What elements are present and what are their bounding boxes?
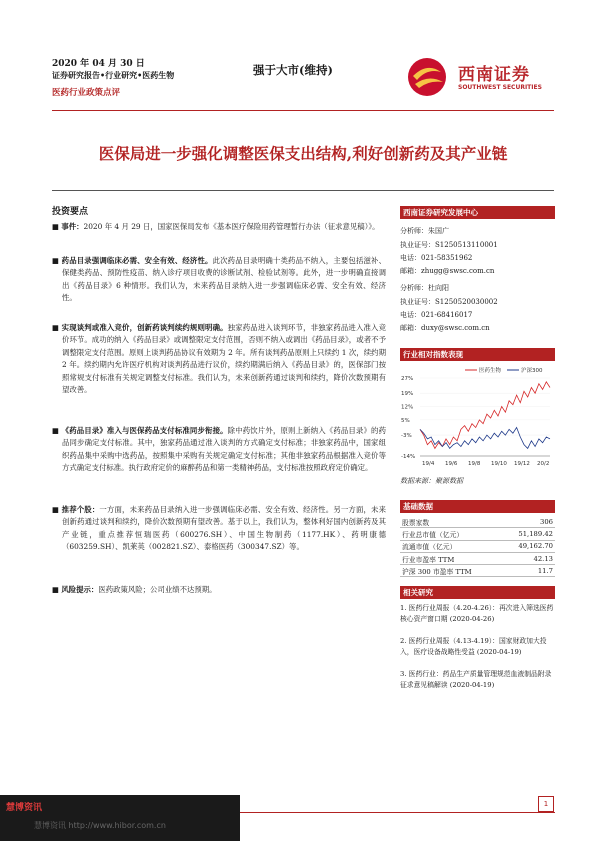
para-recommend: ■ 推荐个股：一方面，未来药品目录纳入进一步强调临床必需、安全有效、经济性。另一方面，未来创新药通过谈判和续约，降价次数预期有望改善。基于以上，我们认为，整体利好国内创新药及其产业链，重点推荐恒瑞医药（600276.SH）、中国生物制药（1177.HK）、药明康德（603259.SH）、凯莱英（002821.SZ）、泰格医药（300347.SZ）等。 <box>52 505 386 552</box>
basic-data-heading: 基础数据 <box>400 500 555 513</box>
para-bold: 推荐个股： <box>61 505 100 514</box>
analyst-email[interactable]: 邮箱：zhugg@swsc.com.cn <box>400 267 495 275</box>
related-heading: 相关研究 <box>400 586 555 599</box>
x-tick-label: 19/4 <box>422 461 435 467</box>
title-divider <box>52 190 554 191</box>
legend-label: 医药生物 <box>479 368 502 374</box>
related-item[interactable]: 1. 医药行业周报（4.20-4.26）：再次进入筛选医药核心资产窗口期 (2020-04-26) <box>400 604 554 623</box>
y-tick-label: 5% <box>401 417 410 424</box>
chart-source: 数据来源：聚源数据 <box>400 477 463 485</box>
x-tick-label: 19/8 <box>468 461 481 467</box>
para-bold: 药品目录强调临床必需、安全有效、经济性。 <box>61 256 213 265</box>
table-row <box>400 552 555 564</box>
x-tick-label: 20/2 <box>537 461 550 467</box>
table-row <box>400 516 555 528</box>
analyst-line: 电话：021-68416017 <box>400 311 473 319</box>
table-value: 306 <box>502 516 555 528</box>
analyst-line: 分析师：朱国广 <box>400 227 449 235</box>
series-line-1 <box>420 428 550 449</box>
para-text: 独家药品进入谈判环节，非独家药品进入准入竞价环节。成功的纳入《药品目录》或调整限定支付范围，否则不纳入或调出《药品目录》，或者不予调整限定支付范围。原则上谈判药品协议有效期为 2 年。所有谈判药品原则上只续约 1 次，续约期 2 年。续约期内允许医疗机构对谈判药品进行议价，续约期满后纳入《药品目录》的，医保部门按照常规支付标准有关规定调整支付标准。我们认为，未来创新药通过谈判和续约，降价次数预期有望改善。 <box>62 323 386 395</box>
table-key: 行业总市值（亿元） <box>400 528 502 540</box>
table-value: 11.7 <box>502 565 555 577</box>
table-value: 51,189.42 <box>502 528 555 540</box>
table-row <box>400 565 555 577</box>
para-text: 医药政策风险；公司业绩不达预期。 <box>98 585 217 594</box>
para-bold: 事件： <box>61 222 84 231</box>
relative-index-chart <box>400 364 555 469</box>
x-tick-label: 19/12 <box>514 461 530 467</box>
analyst-email[interactable]: 邮箱：duxy@swsc.com.cn <box>400 324 490 332</box>
report-subtype: 医药行业政策点评 <box>52 88 121 98</box>
table-row <box>400 540 555 552</box>
para-bold: 风险提示： <box>61 585 99 594</box>
related-item[interactable]: 2. 医药行业周报（4.13-4.19）：国家财政加大投入，医疗设备战略性受益 (2020-04-19) <box>400 637 547 656</box>
report-title: 医保局进一步强化调整医保支出结构,利好创新药及其产业链 <box>98 144 508 163</box>
logo-text-en: SOUTHWEST SECURITIES <box>458 84 542 91</box>
para-text: 此次药品目录明确十类药品不纳入，主要包括滋补、保健类药品、预防性疫苗、纳入诊疗项目收费的诊断试剂、检验试剂等。此外，进一步明确直接调出《药品目录》6 种情形。我们认为，未来药品目录纳入进一步强调临床必需、安全有效、经济性。 <box>62 256 386 303</box>
analyst-line: 执业证号：S1250513110001 <box>400 241 498 249</box>
table-value: 42.13 <box>502 552 555 564</box>
para-catalog: ■ 药品目录强调临床必需、安全有效、经济性。此次药品目录明确十类药品不纳入，主要包括滋补、保健类药品、预防性疫苗、纳入诊疗项目收费的诊断试剂、检验试剂等。此外，进一步明确直接调出《药品目录》6 种情形。我们认为，未来药品目录纳入进一步强调临床必需、安全有效、经济性。 <box>52 256 386 303</box>
x-tick-label: 19/6 <box>445 461 458 467</box>
analyst-line: 电话：021-58351962 <box>400 254 473 262</box>
para-risk: ■ 风险提示：医药政策风险；公司业绩不达预期。 <box>52 585 217 594</box>
para-text: 2020 年 4 月 29 日，国家医保局发布《基本医疗保险用药管理暂行办法（征求意见稿）》。 <box>83 222 380 231</box>
table-key: 沪深 300 市盈率 TTM <box>400 565 502 577</box>
legend-label: 沪深300 <box>521 368 543 374</box>
report-date: 2020 年 04 月 30 日 <box>52 59 145 69</box>
header-divider <box>52 110 554 111</box>
y-tick-label: -3% <box>401 433 412 440</box>
para-bold: 《药品目录》准入与医保药品支付标准同步衔接。 <box>61 426 228 435</box>
para-negotiation: ■ 实现谈判或准入竞价，创新药谈判续约规则明确。独家药品进入谈判环节，非独家药品进入准入竞价环节。成功的纳入《药品目录》或调整限定支付范围，否则不纳入或调出《药品目录》，或者不予调整限定支付范围。原则上谈判药品协议有效期为 2 年。所有谈判药品原则上只续约 1 次，续约期 2 年。续约期内允许医疗机构对谈判药品进行议价，续约期满后纳入《药品目录》的，医保部门按照常规支付标准有关规定调整支付标准。我们认为，未来创新药通过谈判和续约，降价次数预期有望改善。 <box>52 323 386 395</box>
table-key: 流通市值（亿元） <box>400 540 502 552</box>
footer-rule <box>240 812 555 813</box>
related-item[interactable]: 3. 医药行业：药品生产质量管理规范血液制品附录征求意见稿解读 (2020-04-19) <box>400 670 552 689</box>
industry-rating: 强于大市(维持) <box>253 63 333 77</box>
para-text: 除中药饮片外，原则上新纳入《药品目录》的药品同步确定支付标准。其中，独家药品通过准入谈判的方式确定支付标准；非独家药品中，国家组织药品集中采购中选药品，按照集中采购有关规定确定支付标准；其他非独家药品根据准入竞价等方式确定支付标准。执行政府定价的麻醉药品和第一类精神药品，支付标准按照政府定价确定。 <box>62 426 386 473</box>
analyst-line: 执业证号：S1250520030002 <box>400 298 498 306</box>
basic-data-table <box>400 516 555 577</box>
report-category: 证券研究报告•行业研究•医药生物 <box>52 70 175 80</box>
investment-heading: 投资要点 <box>52 207 89 217</box>
para-text: 一方面，未来药品目录纳入进一步强调临床必需、安全有效、经济性。另一方面，未来创新药通过谈判和续约，降价次数预期有望改善。基于以上，我们认为，整体利好国内创新药及其产业链，重点推荐恒瑞医药（600276.SH）、中国生物制药（1177.HK）、药明康德（603259.SH）、凯莱英（002821.SZ）、泰格医药（300347.SZ）等。 <box>62 505 386 552</box>
table-key: 股票家数 <box>400 516 502 528</box>
table-key: 行业市盈率 TTM <box>400 552 502 564</box>
para-payment: ■ 《药品目录》准入与医保药品支付标准同步衔接。除中药饮片外，原则上新纳入《药品目录》的药品同步确定支付标准。其中，独家药品通过准入谈判的方式确定支付标准；非独家药品中，国家组织药品集中采购中选药品，按照集中采购有关规定确定支付标准；其他非独家药品根据准入竞价等方式确定支付标准。执行政府定价的麻醉药品和第一类精神药品，支付标准按照政府定价确定。 <box>52 426 386 473</box>
y-tick-label: 12% <box>401 404 414 411</box>
y-tick-label: 19% <box>401 391 414 398</box>
analyst-heading: 西南证券研究发展中心 <box>400 206 555 219</box>
y-tick-label: -14% <box>401 454 416 460</box>
table-value: 49,162.70 <box>502 540 555 552</box>
footer-url[interactable]: 慧博资讯 http://www.hibor.com.cn <box>34 821 166 830</box>
analyst-line: 分析师：杜向阳 <box>400 284 449 292</box>
chart-heading: 行业相对指数表现 <box>400 348 555 361</box>
x-tick-label: 19/10 <box>491 461 507 467</box>
table-row <box>400 528 555 540</box>
para-bold: 实现谈判或准入竞价，创新药谈判续约规则明确。 <box>61 323 228 332</box>
y-tick-label: 27% <box>401 376 414 382</box>
page-number: 1 <box>538 796 554 812</box>
logo-text-cn: 西南证券 <box>458 65 530 85</box>
footer-brand: 慧博资讯 <box>6 803 43 813</box>
para-event: ■ 事件：2020 年 4 月 29 日，国家医保局发布《基本医疗保险用药管理暂行办法（征求意见稿）》。 <box>52 222 380 231</box>
